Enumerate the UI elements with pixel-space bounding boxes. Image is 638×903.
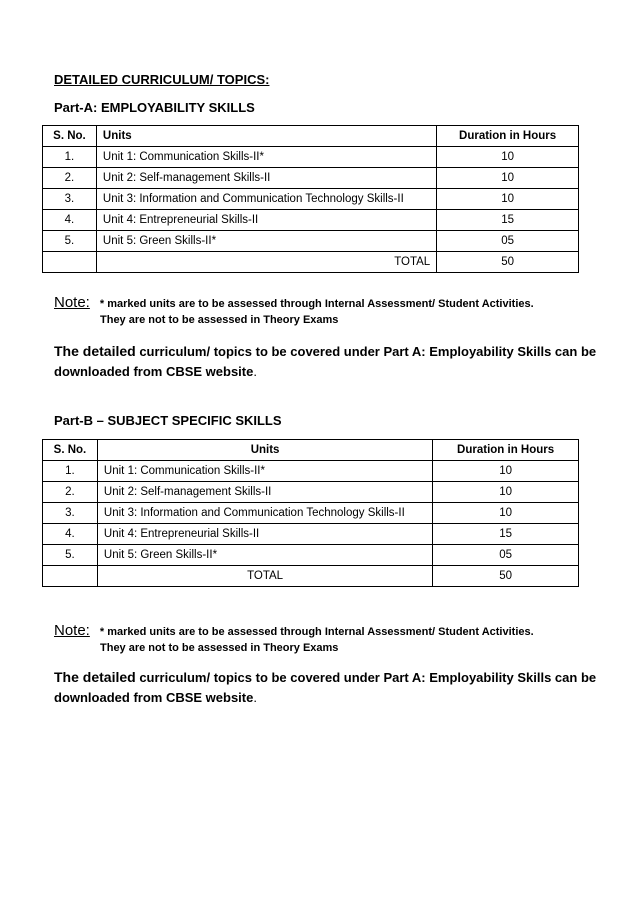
note-line2: They are not to be assessed in Theory Exams	[100, 314, 339, 326]
row-sno: 1.	[43, 147, 97, 168]
table-row	[43, 210, 579, 231]
row-unit: Unit 4: Entrepreneurial Skills-II	[97, 524, 432, 545]
header-duration: Duration in Hours	[437, 126, 579, 147]
header-units: Units	[96, 126, 436, 147]
header-duration: Duration in Hours	[433, 440, 579, 461]
table-row	[43, 545, 579, 566]
row-sno: 4.	[43, 524, 98, 545]
header-units: Units	[97, 440, 432, 461]
row-hours: 15	[437, 210, 579, 231]
row-unit: Unit 2: Self-management Skills-II	[97, 482, 432, 503]
note-label: Note:	[54, 622, 90, 639]
table-row	[43, 524, 579, 545]
row-hours: 10	[437, 147, 579, 168]
row-unit: Unit 1: Communication Skills-II*	[96, 147, 436, 168]
part-b-table	[42, 439, 579, 587]
detail-body: curriculum/ topics to be covered under Part A: Employability Skills can be downloaded from CBSE website	[54, 670, 597, 705]
table-row	[43, 189, 579, 210]
row-unit: Unit 4: Entrepreneurial Skills-II	[96, 210, 436, 231]
row-sno: 3.	[43, 189, 97, 210]
header-sno: S. No.	[43, 126, 97, 147]
detail-end: .	[253, 690, 257, 705]
table-row	[43, 482, 579, 503]
row-hours: 10	[433, 461, 579, 482]
total-empty-cell	[43, 252, 97, 273]
note-line1: * marked units are to be assessed through Internal Assessment/ Student Activities.	[99, 626, 534, 638]
detail-lead: The detailed	[54, 669, 136, 685]
part-b-note	[54, 622, 594, 662]
table-total-row	[43, 566, 579, 587]
total-hours: 50	[437, 252, 579, 273]
part-a-detail-text	[54, 341, 614, 382]
table-row	[43, 461, 579, 482]
row-sno: 2.	[43, 482, 98, 503]
table-header-row	[43, 440, 579, 461]
row-hours: 10	[437, 189, 579, 210]
row-sno: 1.	[43, 461, 98, 482]
note-line2: They are not to be assessed in Theory Exams	[100, 642, 339, 654]
row-sno: 3.	[43, 503, 98, 524]
total-label: TOTAL	[97, 566, 432, 587]
page-title: DETAILED CURRICULUM/ TOPICS:	[54, 72, 270, 87]
table-row	[43, 147, 579, 168]
row-unit: Unit 5: Green Skills-II*	[96, 231, 436, 252]
detail-lead: The detailed	[54, 343, 136, 359]
part-a-title: Part-A: EMPLOYABILITY SKILLS	[54, 100, 255, 115]
row-unit: Unit 5: Green Skills-II*	[97, 545, 432, 566]
part-b-title: Part-B – SUBJECT SPECIFIC SKILLS	[54, 413, 282, 428]
table-row	[43, 503, 579, 524]
detail-end: .	[253, 364, 257, 379]
table-row	[43, 168, 579, 189]
note-line1: * marked units are to be assessed through Internal Assessment/ Student Activities.	[99, 298, 534, 310]
table-header-row	[43, 126, 579, 147]
total-hours: 50	[433, 566, 579, 587]
part-b-detail-text	[54, 667, 614, 708]
row-unit: Unit 3: Information and Communication Technology Skills-II	[97, 503, 432, 524]
total-label: TOTAL	[96, 252, 436, 273]
row-sno: 5.	[43, 231, 97, 252]
detail-body: curriculum/ topics to be covered under Part A: Employability Skills can be downloaded from CBSE website	[54, 344, 597, 379]
note-label: Note:	[54, 294, 90, 311]
row-hours: 05	[433, 545, 579, 566]
row-sno: 5.	[43, 545, 98, 566]
row-hours: 10	[433, 482, 579, 503]
table-row	[43, 231, 579, 252]
table-total-row	[43, 252, 579, 273]
row-hours: 10	[437, 168, 579, 189]
row-unit: Unit 2: Self-management Skills-II	[96, 168, 436, 189]
row-hours: 10	[433, 503, 579, 524]
row-hours: 15	[433, 524, 579, 545]
part-a-table	[42, 125, 579, 273]
row-unit: Unit 3: Information and Communication Technology Skills-II	[96, 189, 436, 210]
row-hours: 05	[437, 231, 579, 252]
row-unit: Unit 1: Communication Skills-II*	[97, 461, 432, 482]
row-sno: 2.	[43, 168, 97, 189]
row-sno: 4.	[43, 210, 97, 231]
part-a-note	[54, 294, 594, 334]
total-empty-cell	[43, 566, 98, 587]
header-sno: S. No.	[43, 440, 98, 461]
